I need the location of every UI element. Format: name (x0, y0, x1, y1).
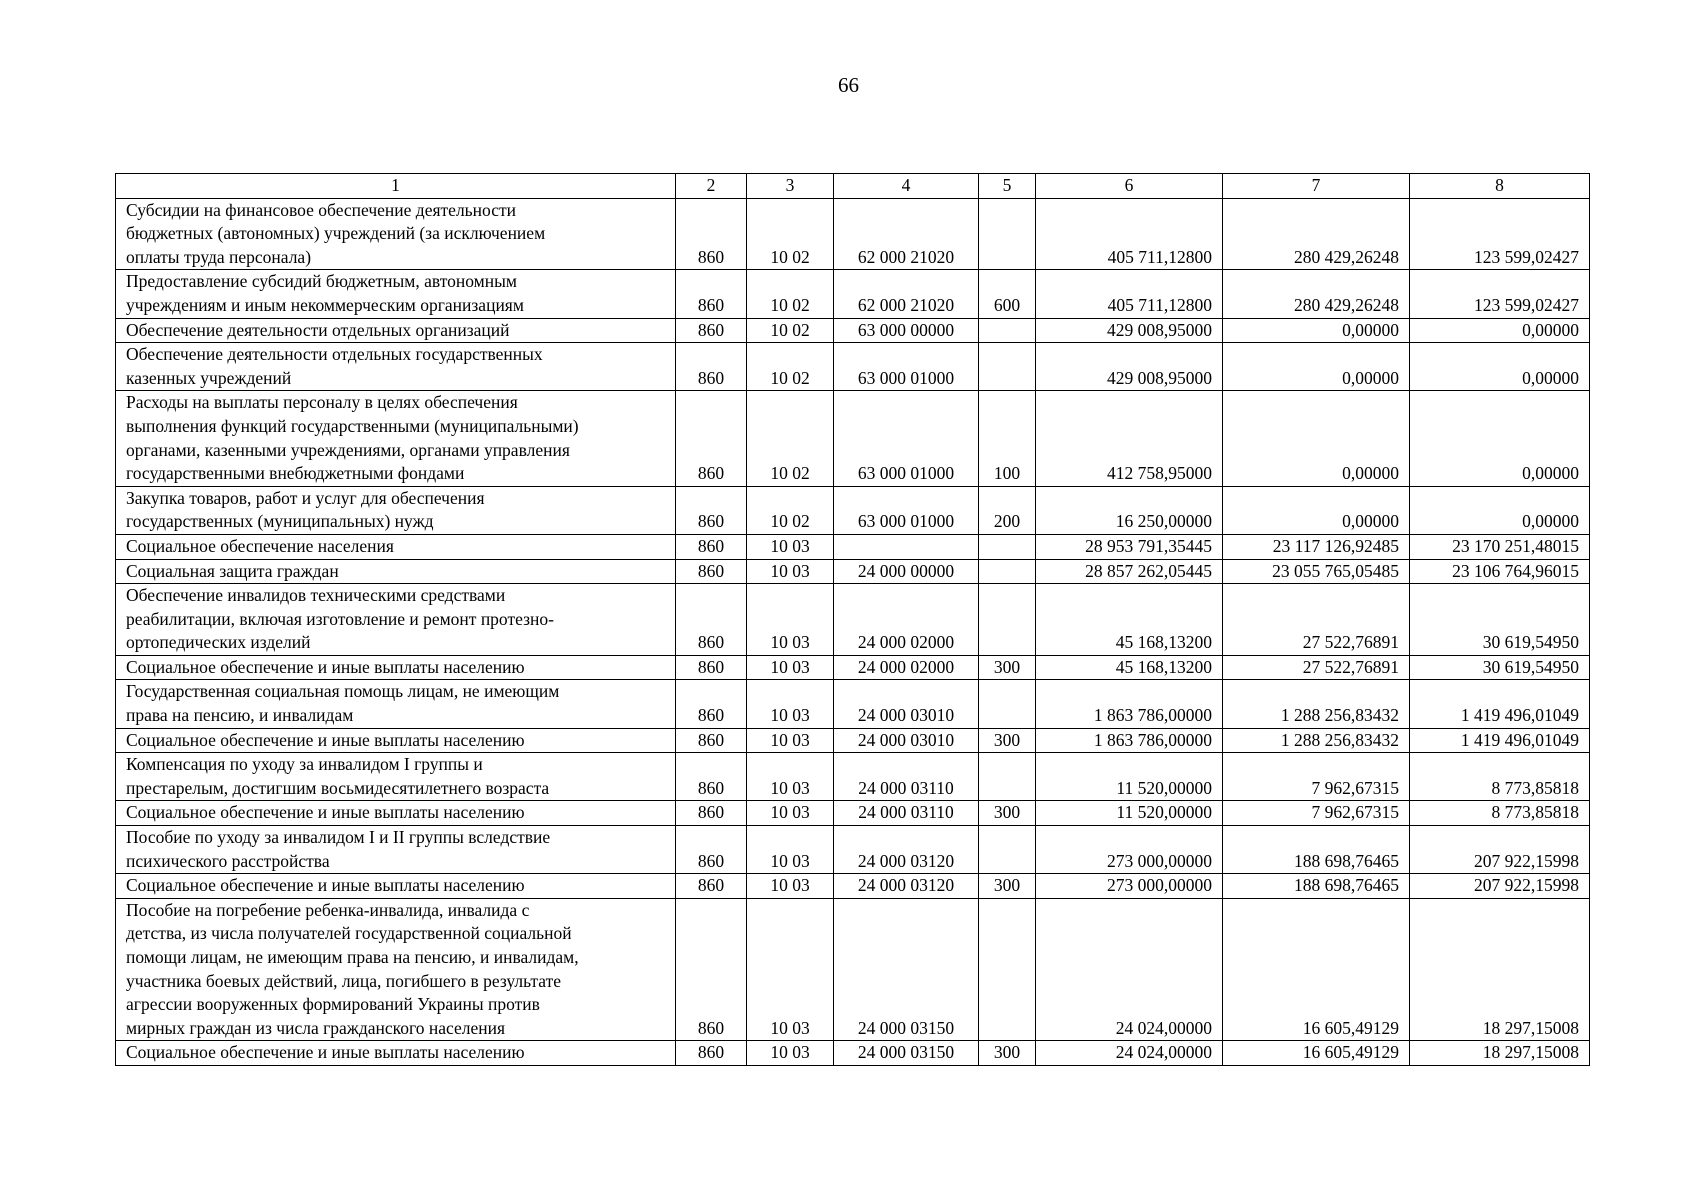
item-name-line: Социальное обеспечение и иные выплаты населению (126, 802, 525, 823)
cell-target-code: 24 000 03110 (834, 753, 979, 801)
cell-target-code: 24 000 03010 (834, 728, 979, 753)
cell-target-code (834, 534, 979, 559)
cell-item-name (116, 728, 676, 753)
cell-ministry-code: 860 (676, 391, 747, 486)
cell-section-code: 10 03 (747, 534, 834, 559)
cell-target-code: 63 000 01000 (834, 486, 979, 534)
cell-amount-col7: 1 288 256,83432 (1223, 680, 1410, 728)
cell-amount-col8: 0,00000 (1410, 318, 1590, 343)
cell-ministry-code: 860 (676, 826, 747, 874)
cell-amount-col8: 0,00000 (1410, 391, 1590, 486)
table-row (116, 198, 1590, 270)
item-name-line: детства, из числа получателей государственной социальной (126, 923, 572, 944)
cell-section-code: 10 03 (747, 680, 834, 728)
column-header: 4 (834, 174, 979, 199)
cell-amount-col7: 1 288 256,83432 (1223, 728, 1410, 753)
cell-amount-col7: 0,00000 (1223, 318, 1410, 343)
cell-ministry-code: 860 (676, 270, 747, 318)
cell-item-name (116, 874, 676, 899)
cell-amount-col7: 0,00000 (1223, 486, 1410, 534)
cell-amount-col6: 11 520,00000 (1036, 801, 1223, 826)
cell-section-code: 10 02 (747, 318, 834, 343)
item-name-line: Пособие по уходу за инвалидом I и II группы вследствие (126, 827, 551, 848)
cell-amount-col6: 16 250,00000 (1036, 486, 1223, 534)
cell-amount-col7: 280 429,26248 (1223, 198, 1410, 270)
cell-section-code: 10 03 (747, 898, 834, 1041)
item-name-line: Расходы на выплаты персоналу в целях обеспечения (126, 392, 518, 413)
table-row (116, 655, 1590, 680)
cell-section-code: 10 03 (747, 584, 834, 656)
cell-target-code: 63 000 00000 (834, 318, 979, 343)
cell-expense-type (979, 898, 1036, 1041)
item-name-line: Социальное обеспечение и иные выплаты населению (126, 875, 525, 896)
cell-item-name (116, 898, 676, 1041)
cell-amount-col6: 429 008,95000 (1036, 318, 1223, 343)
cell-section-code: 10 02 (747, 391, 834, 486)
cell-ministry-code: 860 (676, 898, 747, 1041)
cell-amount-col6: 1 863 786,00000 (1036, 728, 1223, 753)
cell-amount-col8: 0,00000 (1410, 486, 1590, 534)
header-row (116, 174, 1590, 199)
cell-amount-col8: 23 170 251,48015 (1410, 534, 1590, 559)
cell-section-code: 10 02 (747, 343, 834, 391)
cell-amount-col7: 27 522,76891 (1223, 584, 1410, 656)
table-row (116, 318, 1590, 343)
cell-amount-col7: 188 698,76465 (1223, 826, 1410, 874)
table-row (116, 584, 1590, 656)
cell-expense-type (979, 534, 1036, 559)
column-header: 7 (1223, 174, 1410, 199)
item-name-line: выполнения функций государственными (муниципальными) (126, 415, 579, 436)
cell-section-code: 10 02 (747, 270, 834, 318)
table-row (116, 753, 1590, 801)
cell-expense-type: 300 (979, 655, 1036, 680)
cell-item-name (116, 655, 676, 680)
table-row (116, 391, 1590, 486)
item-name-line: Социальное обеспечение и иные выплаты населению (126, 656, 525, 677)
cell-amount-col6: 28 953 791,35445 (1036, 534, 1223, 559)
table-row (116, 486, 1590, 534)
cell-target-code: 24 000 02000 (834, 584, 979, 656)
cell-amount-col6: 273 000,00000 (1036, 874, 1223, 899)
cell-target-code: 24 000 03110 (834, 801, 979, 826)
cell-section-code: 10 03 (747, 826, 834, 874)
cell-expense-type (979, 318, 1036, 343)
cell-amount-col7: 188 698,76465 (1223, 874, 1410, 899)
cell-ministry-code: 860 (676, 753, 747, 801)
item-name-line: Обеспечение деятельности отдельных организаций (126, 319, 510, 340)
cell-amount-col8: 8 773,85818 (1410, 801, 1590, 826)
cell-target-code: 24 000 00000 (834, 559, 979, 584)
cell-expense-type (979, 559, 1036, 584)
cell-amount-col6: 405 711,12800 (1036, 270, 1223, 318)
cell-target-code: 63 000 01000 (834, 391, 979, 486)
cell-item-name (116, 343, 676, 391)
cell-amount-col8: 30 619,54950 (1410, 584, 1590, 656)
cell-amount-col8: 30 619,54950 (1410, 655, 1590, 680)
item-name-line: Социальное обеспечение населения (126, 535, 394, 556)
cell-amount-col6: 412 758,95000 (1036, 391, 1223, 486)
cell-item-name (116, 318, 676, 343)
item-name-line: участника боевых действий, лица, погибшего в результате (126, 970, 562, 991)
item-name-line: Социальная защита граждан (126, 560, 339, 581)
cell-target-code: 24 000 03150 (834, 1041, 979, 1066)
cell-amount-col7: 16 605,49129 (1223, 1041, 1410, 1066)
cell-item-name (116, 1041, 676, 1066)
table-body (116, 174, 1590, 1066)
table-row (116, 801, 1590, 826)
cell-item-name (116, 680, 676, 728)
cell-amount-col6: 24 024,00000 (1036, 898, 1223, 1041)
column-header: 5 (979, 174, 1036, 199)
cell-ministry-code: 860 (676, 343, 747, 391)
cell-expense-type: 100 (979, 391, 1036, 486)
cell-target-code: 24 000 03120 (834, 874, 979, 899)
cell-amount-col8: 0,00000 (1410, 343, 1590, 391)
cell-amount-col6: 45 168,13200 (1036, 655, 1223, 680)
cell-ministry-code: 860 (676, 198, 747, 270)
cell-amount-col8: 123 599,02427 (1410, 270, 1590, 318)
item-name-line: Государственная социальная помощь лицам, не имеющим (126, 681, 560, 702)
cell-amount-col8: 23 106 764,96015 (1410, 559, 1590, 584)
cell-ministry-code: 860 (676, 486, 747, 534)
cell-expense-type (979, 680, 1036, 728)
cell-amount-col6: 11 520,00000 (1036, 753, 1223, 801)
item-name-line: мирных граждан из числа гражданского населения (126, 1017, 506, 1038)
cell-expense-type: 300 (979, 728, 1036, 753)
cell-ministry-code: 860 (676, 559, 747, 584)
item-name-line: Компенсация по уходу за инвалидом I группы и (126, 754, 483, 775)
cell-ministry-code: 860 (676, 318, 747, 343)
cell-target-code: 24 000 03010 (834, 680, 979, 728)
item-name-line: бюджетных (автономных) учреждений (за исключением (126, 223, 546, 244)
item-name-line: психического расстройства (126, 850, 330, 871)
cell-target-code: 63 000 01000 (834, 343, 979, 391)
cell-amount-col7: 0,00000 (1223, 391, 1410, 486)
cell-amount-col7: 16 605,49129 (1223, 898, 1410, 1041)
cell-amount-col7: 23 117 126,92485 (1223, 534, 1410, 559)
cell-expense-type: 600 (979, 270, 1036, 318)
cell-amount-col8: 207 922,15998 (1410, 874, 1590, 899)
cell-section-code: 10 03 (747, 753, 834, 801)
cell-amount-col7: 23 055 765,05485 (1223, 559, 1410, 584)
item-name-line: агрессии вооруженных формирований Украины против (126, 994, 540, 1015)
cell-expense-type: 300 (979, 801, 1036, 826)
cell-amount-col8: 8 773,85818 (1410, 753, 1590, 801)
item-name-line: права на пенсию, и инвалидам (126, 705, 354, 726)
cell-item-name (116, 826, 676, 874)
item-name-line: Социальное обеспечение и иные выплаты населению (126, 729, 525, 750)
cell-expense-type: 300 (979, 874, 1036, 899)
item-name-line: Социальное обеспечение и иные выплаты населению (126, 1042, 525, 1063)
cell-section-code: 10 03 (747, 874, 834, 899)
cell-item-name (116, 198, 676, 270)
cell-expense-type: 200 (979, 486, 1036, 534)
table-row (116, 826, 1590, 874)
cell-ministry-code: 860 (676, 1041, 747, 1066)
column-header: 8 (1410, 174, 1590, 199)
cell-ministry-code: 860 (676, 728, 747, 753)
cell-amount-col8: 18 297,15008 (1410, 898, 1590, 1041)
cell-item-name (116, 753, 676, 801)
cell-amount-col7: 7 962,67315 (1223, 753, 1410, 801)
column-header: 1 (116, 174, 676, 199)
cell-ministry-code: 860 (676, 680, 747, 728)
cell-amount-col7: 27 522,76891 (1223, 655, 1410, 680)
cell-ministry-code: 860 (676, 874, 747, 899)
cell-target-code: 62 000 21020 (834, 198, 979, 270)
cell-item-name (116, 584, 676, 656)
cell-item-name (116, 559, 676, 584)
cell-amount-col6: 273 000,00000 (1036, 826, 1223, 874)
cell-ministry-code: 860 (676, 801, 747, 826)
column-header: 6 (1036, 174, 1223, 199)
item-name-line: Обеспечение инвалидов техническими средствами (126, 585, 506, 606)
cell-amount-col8: 207 922,15998 (1410, 826, 1590, 874)
table-row (116, 270, 1590, 318)
cell-amount-col8: 123 599,02427 (1410, 198, 1590, 270)
cell-item-name (116, 270, 676, 318)
table-row (116, 898, 1590, 1041)
item-name-line: помощи лицам, не имеющим права на пенсию, и инвалидам, (126, 947, 579, 967)
item-name-line: Субсидии на финансовое обеспечение деятельности (126, 199, 516, 220)
item-name-line: Предоставление субсидий бюджетным, автономным (126, 271, 517, 292)
item-name-line: Пособие на погребение ребенка-инвалида, инвалида с (126, 899, 530, 920)
cell-section-code: 10 03 (747, 559, 834, 584)
item-name-line: ортопедических изделий (126, 632, 311, 653)
item-name-line: учреждениям и иным некоммерческим организациям (126, 294, 524, 315)
page-number: 66 (838, 73, 859, 97)
cell-amount-col7: 280 429,26248 (1223, 270, 1410, 318)
item-name-line: оплаты труда персонала) (126, 246, 312, 267)
table-row (116, 534, 1590, 559)
cell-section-code: 10 03 (747, 1041, 834, 1066)
cell-section-code: 10 03 (747, 801, 834, 826)
item-name-line: Обеспечение деятельности отдельных государственных (126, 344, 543, 365)
cell-expense-type (979, 753, 1036, 801)
cell-expense-type (979, 826, 1036, 874)
budget-table (115, 173, 1590, 1066)
cell-ministry-code: 860 (676, 534, 747, 559)
cell-expense-type (979, 584, 1036, 656)
item-name-line: престарелым, достигшим восьмидесятилетнего возраста (126, 777, 550, 798)
cell-amount-col7: 0,00000 (1223, 343, 1410, 391)
cell-item-name (116, 486, 676, 534)
cell-section-code: 10 03 (747, 728, 834, 753)
table-row (116, 1041, 1590, 1066)
table-row (116, 680, 1590, 728)
cell-ministry-code: 860 (676, 655, 747, 680)
cell-section-code: 10 02 (747, 198, 834, 270)
item-name-line: Закупка товаров, работ и услуг для обеспечения (126, 487, 485, 508)
cell-ministry-code: 860 (676, 584, 747, 656)
item-name-line: государственных (муниципальных) нужд (126, 511, 434, 532)
cell-amount-col6: 45 168,13200 (1036, 584, 1223, 656)
cell-amount-col6: 24 024,00000 (1036, 1041, 1223, 1066)
cell-section-code: 10 02 (747, 486, 834, 534)
item-name-line: казенных учреждений (126, 367, 292, 388)
table-row (116, 728, 1590, 753)
column-header: 2 (676, 174, 747, 199)
cell-item-name (116, 391, 676, 486)
table-row (116, 343, 1590, 391)
item-name-line: органами, казенными учреждениями, органами управления (126, 439, 570, 460)
item-name-line: реабилитации, включая изготовление и ремонт протезно- (126, 608, 554, 629)
cell-amount-col8: 18 297,15008 (1410, 1041, 1590, 1066)
cell-item-name (116, 801, 676, 826)
cell-section-code: 10 03 (747, 655, 834, 680)
cell-expense-type (979, 343, 1036, 391)
table-row (116, 874, 1590, 899)
cell-target-code: 24 000 03120 (834, 826, 979, 874)
cell-amount-col6: 405 711,12800 (1036, 198, 1223, 270)
cell-expense-type (979, 198, 1036, 270)
table-row (116, 559, 1590, 584)
cell-target-code: 24 000 03150 (834, 898, 979, 1041)
item-name-line: государственными внебюджетными фондами (126, 463, 465, 484)
cell-target-code: 62 000 21020 (834, 270, 979, 318)
cell-amount-col6: 1 863 786,00000 (1036, 680, 1223, 728)
cell-item-name (116, 534, 676, 559)
column-header: 3 (747, 174, 834, 199)
cell-amount-col8: 1 419 496,01049 (1410, 680, 1590, 728)
cell-expense-type: 300 (979, 1041, 1036, 1066)
cell-amount-col8: 1 419 496,01049 (1410, 728, 1590, 753)
cell-amount-col7: 7 962,67315 (1223, 801, 1410, 826)
cell-amount-col6: 429 008,95000 (1036, 343, 1223, 391)
cell-target-code: 24 000 02000 (834, 655, 979, 680)
cell-amount-col6: 28 857 262,05445 (1036, 559, 1223, 584)
